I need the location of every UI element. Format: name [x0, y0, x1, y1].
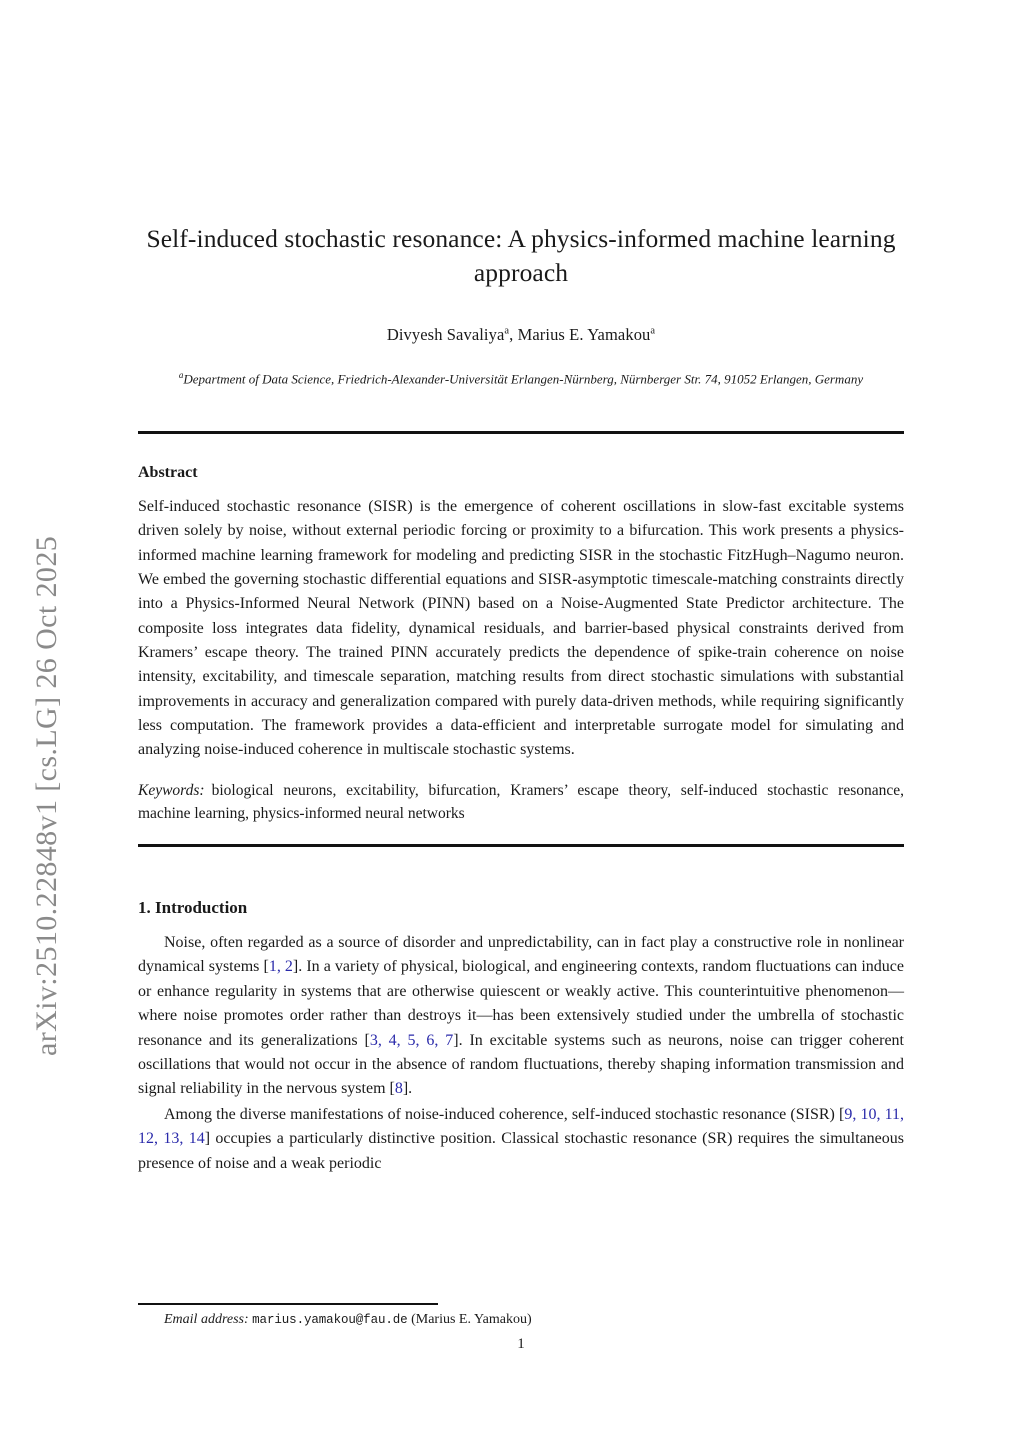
footnote-label: Email address: [164, 1312, 249, 1327]
author-name-1: Divyesh Savaliya [386, 325, 505, 345]
affiliation-text: Department of Data Science, Friedrich-Alexander-Universität Erlangen-Nürnberg, Nürnberger Str. 74, 91052 Erlangen, Germany [183, 371, 864, 387]
abstract-bottom-rule [138, 844, 904, 847]
paragraph-text: ]. In a variety of physical, biological, and engineering contexts, random fluctuations can induce or enhance regularity in systems that are otherwise quiescent or weakly active. This counterintuitive phenomenon—where noise promotes order rather than destroys it—has been extensively studied under the umbrella of stochastic resonance and its generalizations [ [138, 958, 905, 1049]
author-list [138, 289, 904, 345]
citation-link-8[interactable]: 8 [394, 1080, 403, 1098]
page-number: 1 [517, 1336, 525, 1352]
paragraph-text: ]. [402, 1080, 413, 1098]
author-affiliation-marker-2: a [650, 325, 656, 337]
keywords-value: biological neurons, excitability, bifurcation, Kramers’ escape theory, self-induced stochastic resonance, machine learning, physics-informed neural networks [138, 781, 904, 822]
footnote-separator-rule [138, 1303, 438, 1305]
citation-link-1-2[interactable]: 1, 2 [268, 958, 293, 976]
keywords-line [138, 763, 904, 826]
author-affiliation-marker-1: a [504, 325, 510, 337]
abstract-body: Self-induced stochastic resonance (SISR) is the emergence of coherent oscillations in slow-fast excitable systems driven solely by noise, without external periodic forcing or proximity to a bifurcation. This work presents a physics-informed machine learning framework for modeling and predicting SISR in the stochastic FitzHugh–Nagumo neuron. We embed the governing stochastic differential equations and SISR-asymptotic timescale-matching constraints directly into a Physics-Informed Neural Network (PINN) based on a Noise-Augmented State Predictor architecture. The composite loss integrates data fidelity, dynamical residuals, and barrier-based physical constraints derived from Kramers’ escape theory. The trained PINN accurately predicts the dependence of spike-train coherence on noise intensity, excitability, and timescale separation, matching results from direct stochastic simulations with substantial improvements in accuracy and generalization compared with purely data-driven methods, while requiring significantly less computation. The framework provides a data-efficient and interpretable surrogate model for simulating and analyzing noise-induced coherence in multiscale stochastic systems. [138, 498, 904, 759]
introduction-paragraph-1 [138, 918, 904, 1102]
citation-link-9-14[interactable]: 9, 10, 11, 12, 13, 14 [138, 1105, 905, 1148]
paragraph-text: ]. In excitable systems such as neurons, noise can trigger coherent oscillations that would not occur in the absence of random fluctuations, thereby shaping information transmission and signal reliability in the nervous system [ [138, 1031, 905, 1098]
footnote-email-address[interactable]: marius.yamakou@fau.de [252, 1313, 408, 1327]
page-title: Self-induced stochastic resonance: A physics-informed machine learning approach [146, 224, 896, 287]
arxiv-stamp-text: arXiv:2510.22848v1 [cs.LG] 26 Oct 2025 [30, 535, 63, 1056]
affiliation-marker: a [178, 370, 184, 381]
introduction-paragraph-2 [138, 1102, 904, 1176]
footnote-email [164, 1310, 532, 1330]
footnote-author-name: (Marius E. Yamakou) [411, 1312, 532, 1327]
paper-page [138, 0, 904, 1448]
abstract-heading: Abstract [138, 464, 198, 482]
affiliation-line [138, 345, 904, 389]
abstract-top-rule [138, 431, 904, 434]
keywords-label: Keywords: [138, 781, 205, 799]
section-heading-introduction: 1. Introduction [138, 898, 248, 918]
paragraph-text: Noise, often regarded as a source of disorder and unpredictability, can in fact play a constructive role in nonlinear dynamical systems [ [138, 934, 904, 976]
paragraph-text: Among the diverse manifestations of noise-induced coherence, self-induced stochastic resonance (SISR) [ [164, 1105, 845, 1123]
arxiv-identifier-stamp [0, 0, 120, 1448]
paragraph-text: ] occupies a particularly distinctive position. Classical stochastic resonance (SR) requires the simultaneous presence of noise and a weak periodic [138, 1130, 905, 1172]
author-separator: , Marius E. Yamakou [509, 325, 651, 345]
citation-link-3-7[interactable]: 3, 4, 5, 6, 7 [369, 1031, 454, 1049]
